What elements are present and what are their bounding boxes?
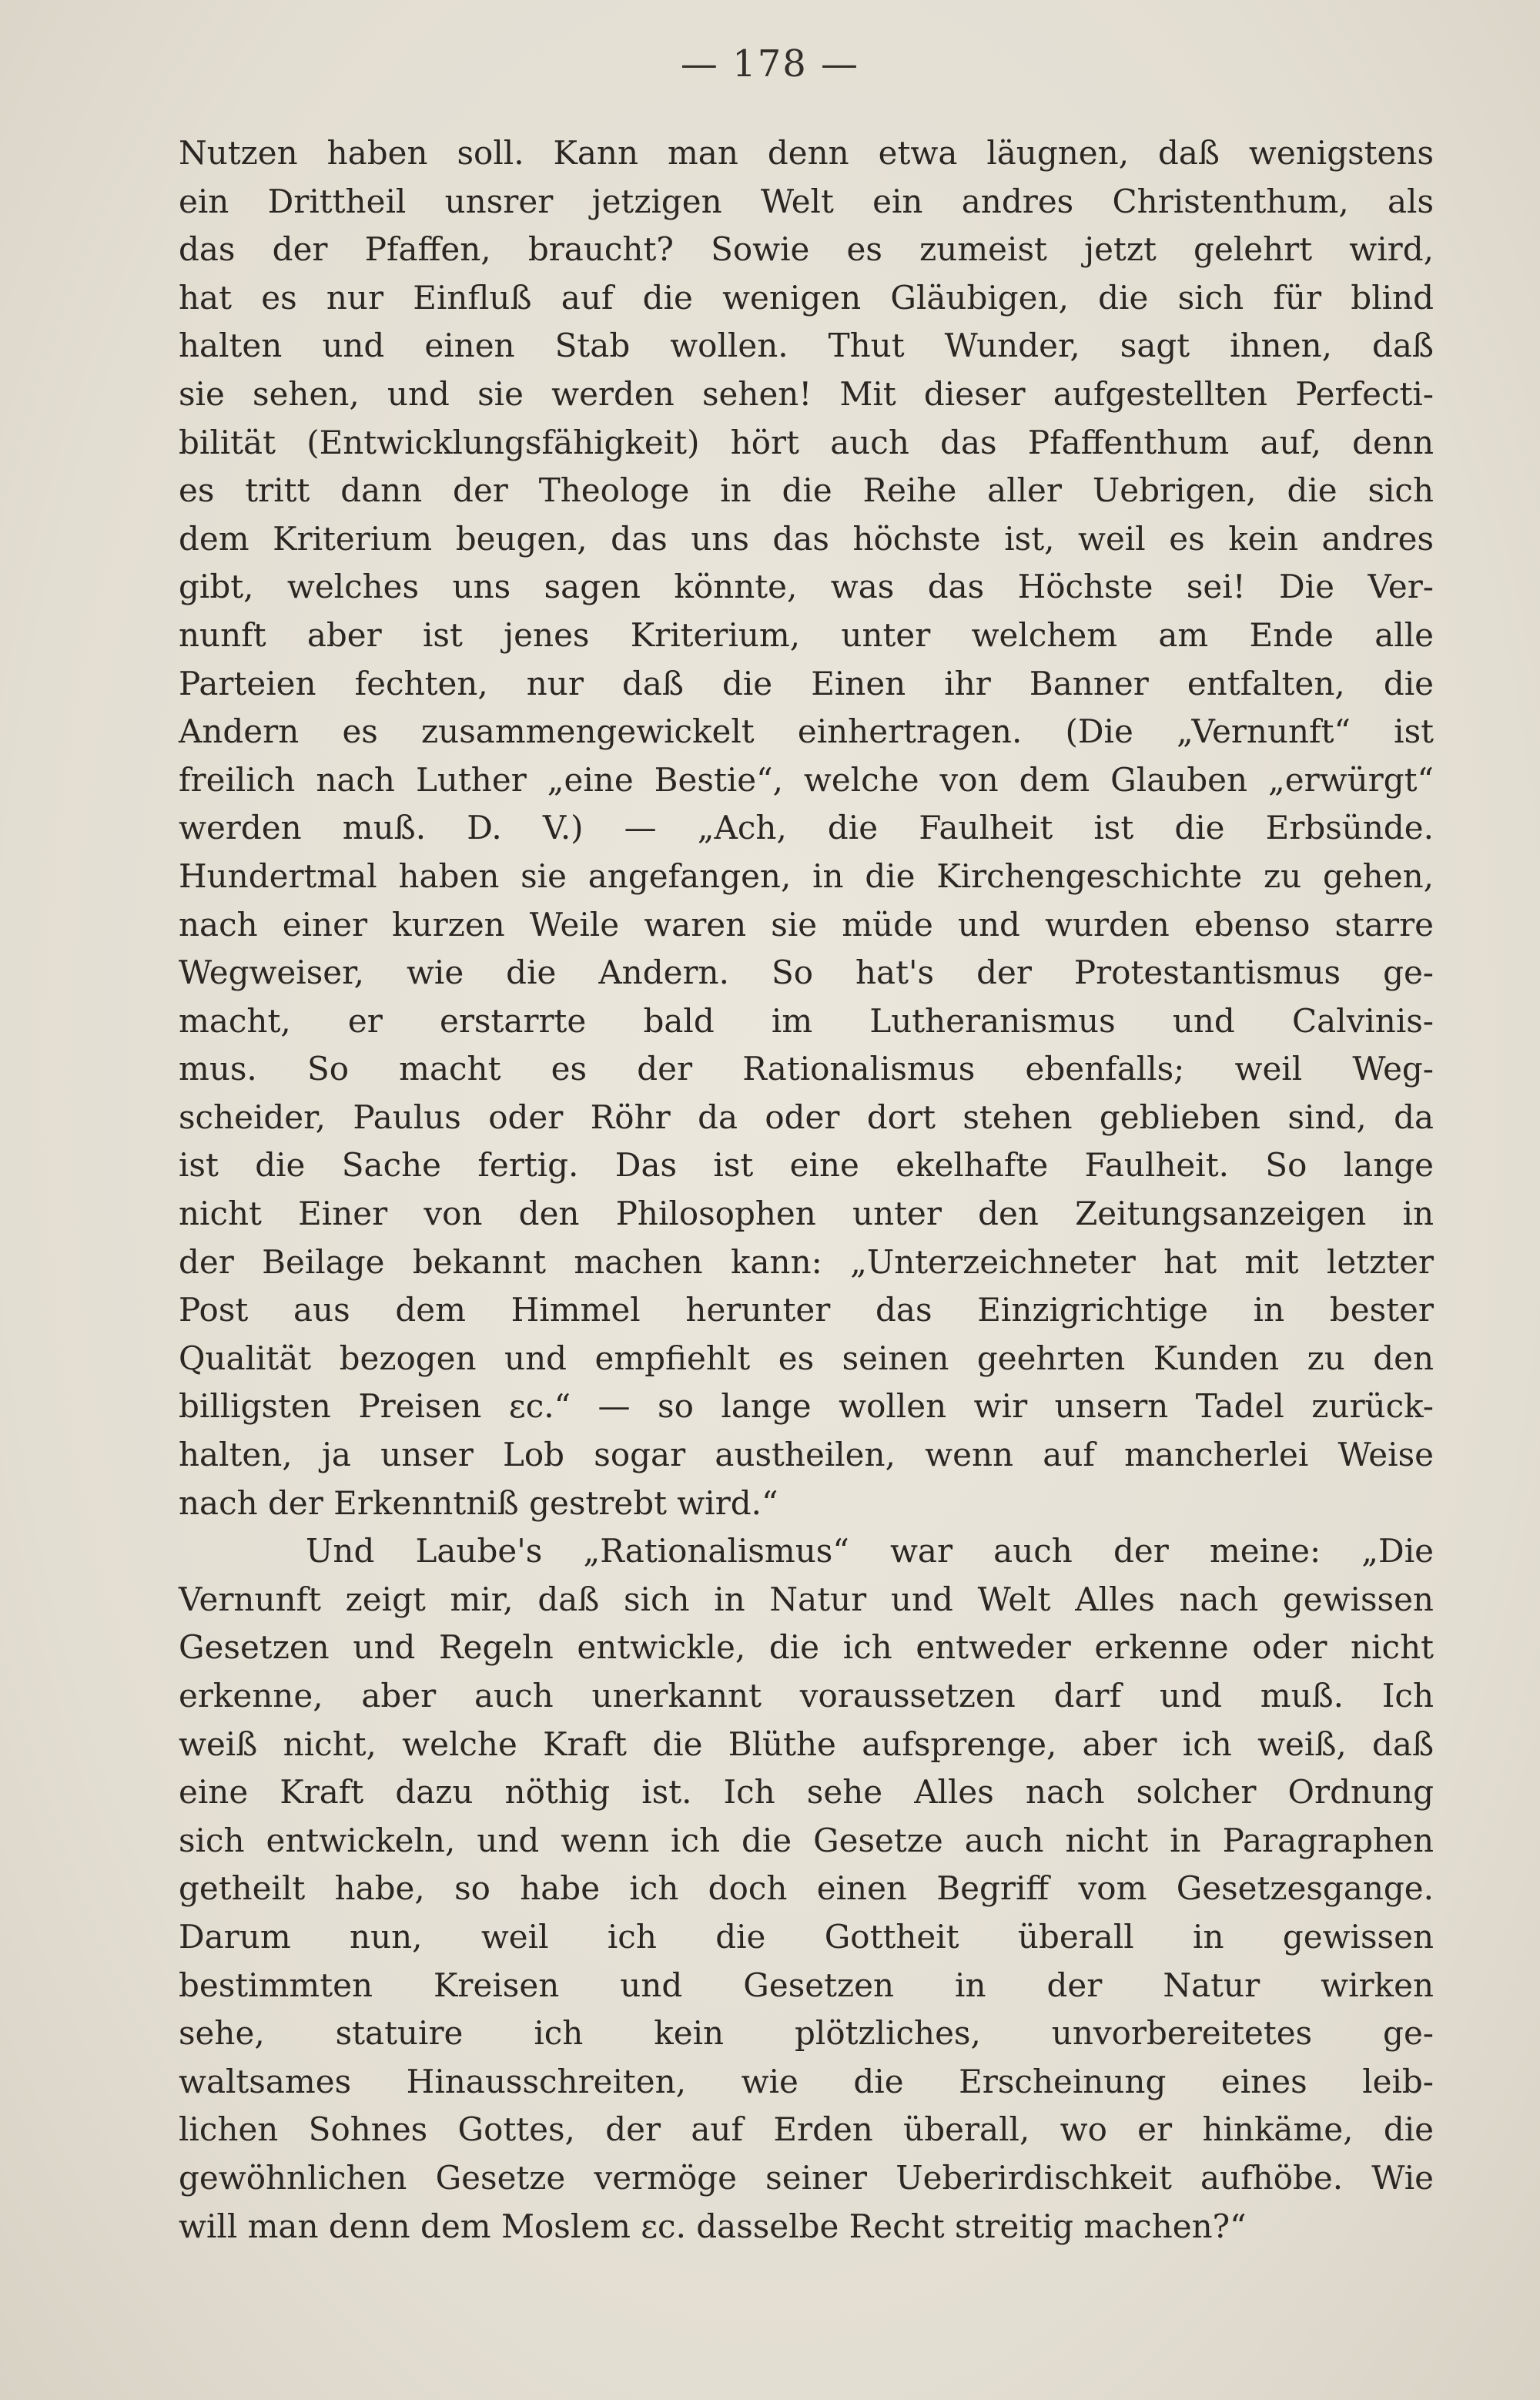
text-line: Darum nun, weil ich die Gottheit überall in gewissen <box>179 1917 1434 1956</box>
text-line: Wegweiser, wie die Andern. So hat's der Protestantismus ge- <box>179 954 1434 992</box>
text-line: waltsames Hinausschreiten, wie die Erscheinung eines leib- <box>179 2062 1434 2100</box>
body-text <box>179 129 1434 2251</box>
text-line: es tritt dann der Theologe in die Reihe aller Uebrigen, die sich <box>179 471 1434 510</box>
paragraph-end-line: nach der Erkenntniß gestrebt wird.“ <box>179 1483 778 1522</box>
text-line: gewöhnlichen Gesetze vermöge seiner Ueberirdischkeit aufhöbe. Wie <box>179 2158 1434 2197</box>
last-text-line: will man denn dem Moslem ɛc. dasselbe Recht streitig machen?“ <box>179 2207 1247 2245</box>
text-line: getheilt habe, so habe ich doch einen Begriff vom Gesetzesgange. <box>179 1869 1434 1908</box>
text-line: weiß nicht, welche Kraft die Blüthe aufsprenge, aber ich weiß, daß <box>179 1725 1434 1763</box>
text-line: eine Kraft dazu nöthig ist. Ich sehe Alles nach solcher Ordnung <box>179 1773 1434 1812</box>
text-line: freilich nach Luther „eine Bestie“, welche von dem Glauben „erwürgt“ <box>179 760 1434 799</box>
text-line: macht, er erstarrte bald im Lutheranismus und Calvinis- <box>179 1001 1434 1040</box>
text-line: lichen Sohnes Gottes, der auf Erden überall, wo er hinkäme, die <box>179 2110 1434 2149</box>
text-line: sich entwickeln, und wenn ich die Gesetze auch nicht in Paragraphen <box>179 1821 1434 1859</box>
text-line: nunft aber ist jenes Kriterium, unter welchem am Ende alle <box>179 615 1434 654</box>
text-line: Parteien fechten, nur daß die Einen ihr Banner entfalten, die <box>179 664 1434 702</box>
text-line: erkenne, aber auch unerkannt voraussetzen darf und muß. Ich <box>179 1677 1434 1715</box>
text-line: der Beilage bekannt machen kann: „Unterzeichneter hat mit letzter <box>179 1242 1434 1281</box>
text-line: Hundertmal haben sie angefangen, in die Kirchengeschichte zu gehen, <box>179 856 1434 895</box>
text-line: werden muß. D. V.) — „Ach, die Faulheit ist die Erbsünde. <box>179 809 1434 847</box>
text-line: Vernunft zeigt mir, daß sich in Natur und Welt Alles nach gewissen <box>179 1580 1434 1618</box>
text-line: dem Kriterium beugen, das uns das höchste ist, weil es kein andres <box>179 519 1434 558</box>
paragraph-start-line: Und Laube's „Rationalismus“ war auch der meine: „Die <box>306 1532 1434 1570</box>
text-line: das der Pfaffen, braucht? Sowie es zumeist jetzt gelehrt wird, <box>179 230 1434 269</box>
text-line: Post aus dem Himmel herunter das Einzigrichtige in bester <box>179 1291 1434 1329</box>
text-line: sehe, statuire ich kein plötzliches, unvorbereitetes ge- <box>179 2014 1434 2053</box>
text-line: halten, ja unser Lob sogar austheilen, wenn auf mancherlei Weise <box>179 1436 1434 1474</box>
page-number: — 178 — <box>680 42 860 85</box>
text-line: nicht Einer von den Philosophen unter den Zeitungsanzeigen in <box>179 1195 1434 1233</box>
text-line: billigsten Preisen ɛc.“ — so lange wollen wir unsern Tadel zurück- <box>179 1387 1434 1426</box>
text-line: hat es nur Einfluß auf die wenigen Gläubigen, die sich für blind <box>179 278 1434 317</box>
text-line: sie sehen, und sie werden sehen! Mit dieser aufgestellten Perfecti- <box>179 374 1434 413</box>
text-line: ist die Sache fertig. Das ist eine ekelhafte Faulheit. So lange <box>179 1146 1434 1185</box>
text-line: ein Drittheil unsrer jetzigen Welt ein andres Christenthum, als <box>179 182 1434 220</box>
text-line: Gesetzen und Regeln entwickle, die ich entweder erkenne oder nicht <box>179 1628 1434 1667</box>
text-line: Qualität bezogen und empfiehlt es seinen geehrten Kunden zu den <box>179 1339 1434 1377</box>
text-line: nach einer kurzen Weile waren sie müde und wurden ebenso starre <box>179 905 1434 944</box>
text-line: gibt, welches uns sagen könnte, was das Höchste sei! Die Ver- <box>179 568 1434 606</box>
text-line: Andern es zusammengewickelt einhertragen. (Die „Vernunft“ ist <box>179 712 1434 751</box>
text-line: halten und einen Stab wollen. Thut Wunder, sagt ihnen, daß <box>179 327 1434 365</box>
text-line: Nutzen haben soll. Kann man denn etwa läugnen, daß wenigstens <box>179 134 1434 172</box>
text-line: bestimmten Kreisen und Gesetzen in der Natur wirken <box>179 1966 1434 2004</box>
text-line: bilität (Entwicklungsfähigkeit) hört auch das Pfaffenthum auf, denn <box>179 423 1434 461</box>
text-line: mus. So macht es der Rationalismus ebenfalls; weil Weg- <box>179 1050 1434 1088</box>
text-line: scheider, Paulus oder Röhr da oder dort stehen geblieben sind, da <box>179 1098 1434 1136</box>
